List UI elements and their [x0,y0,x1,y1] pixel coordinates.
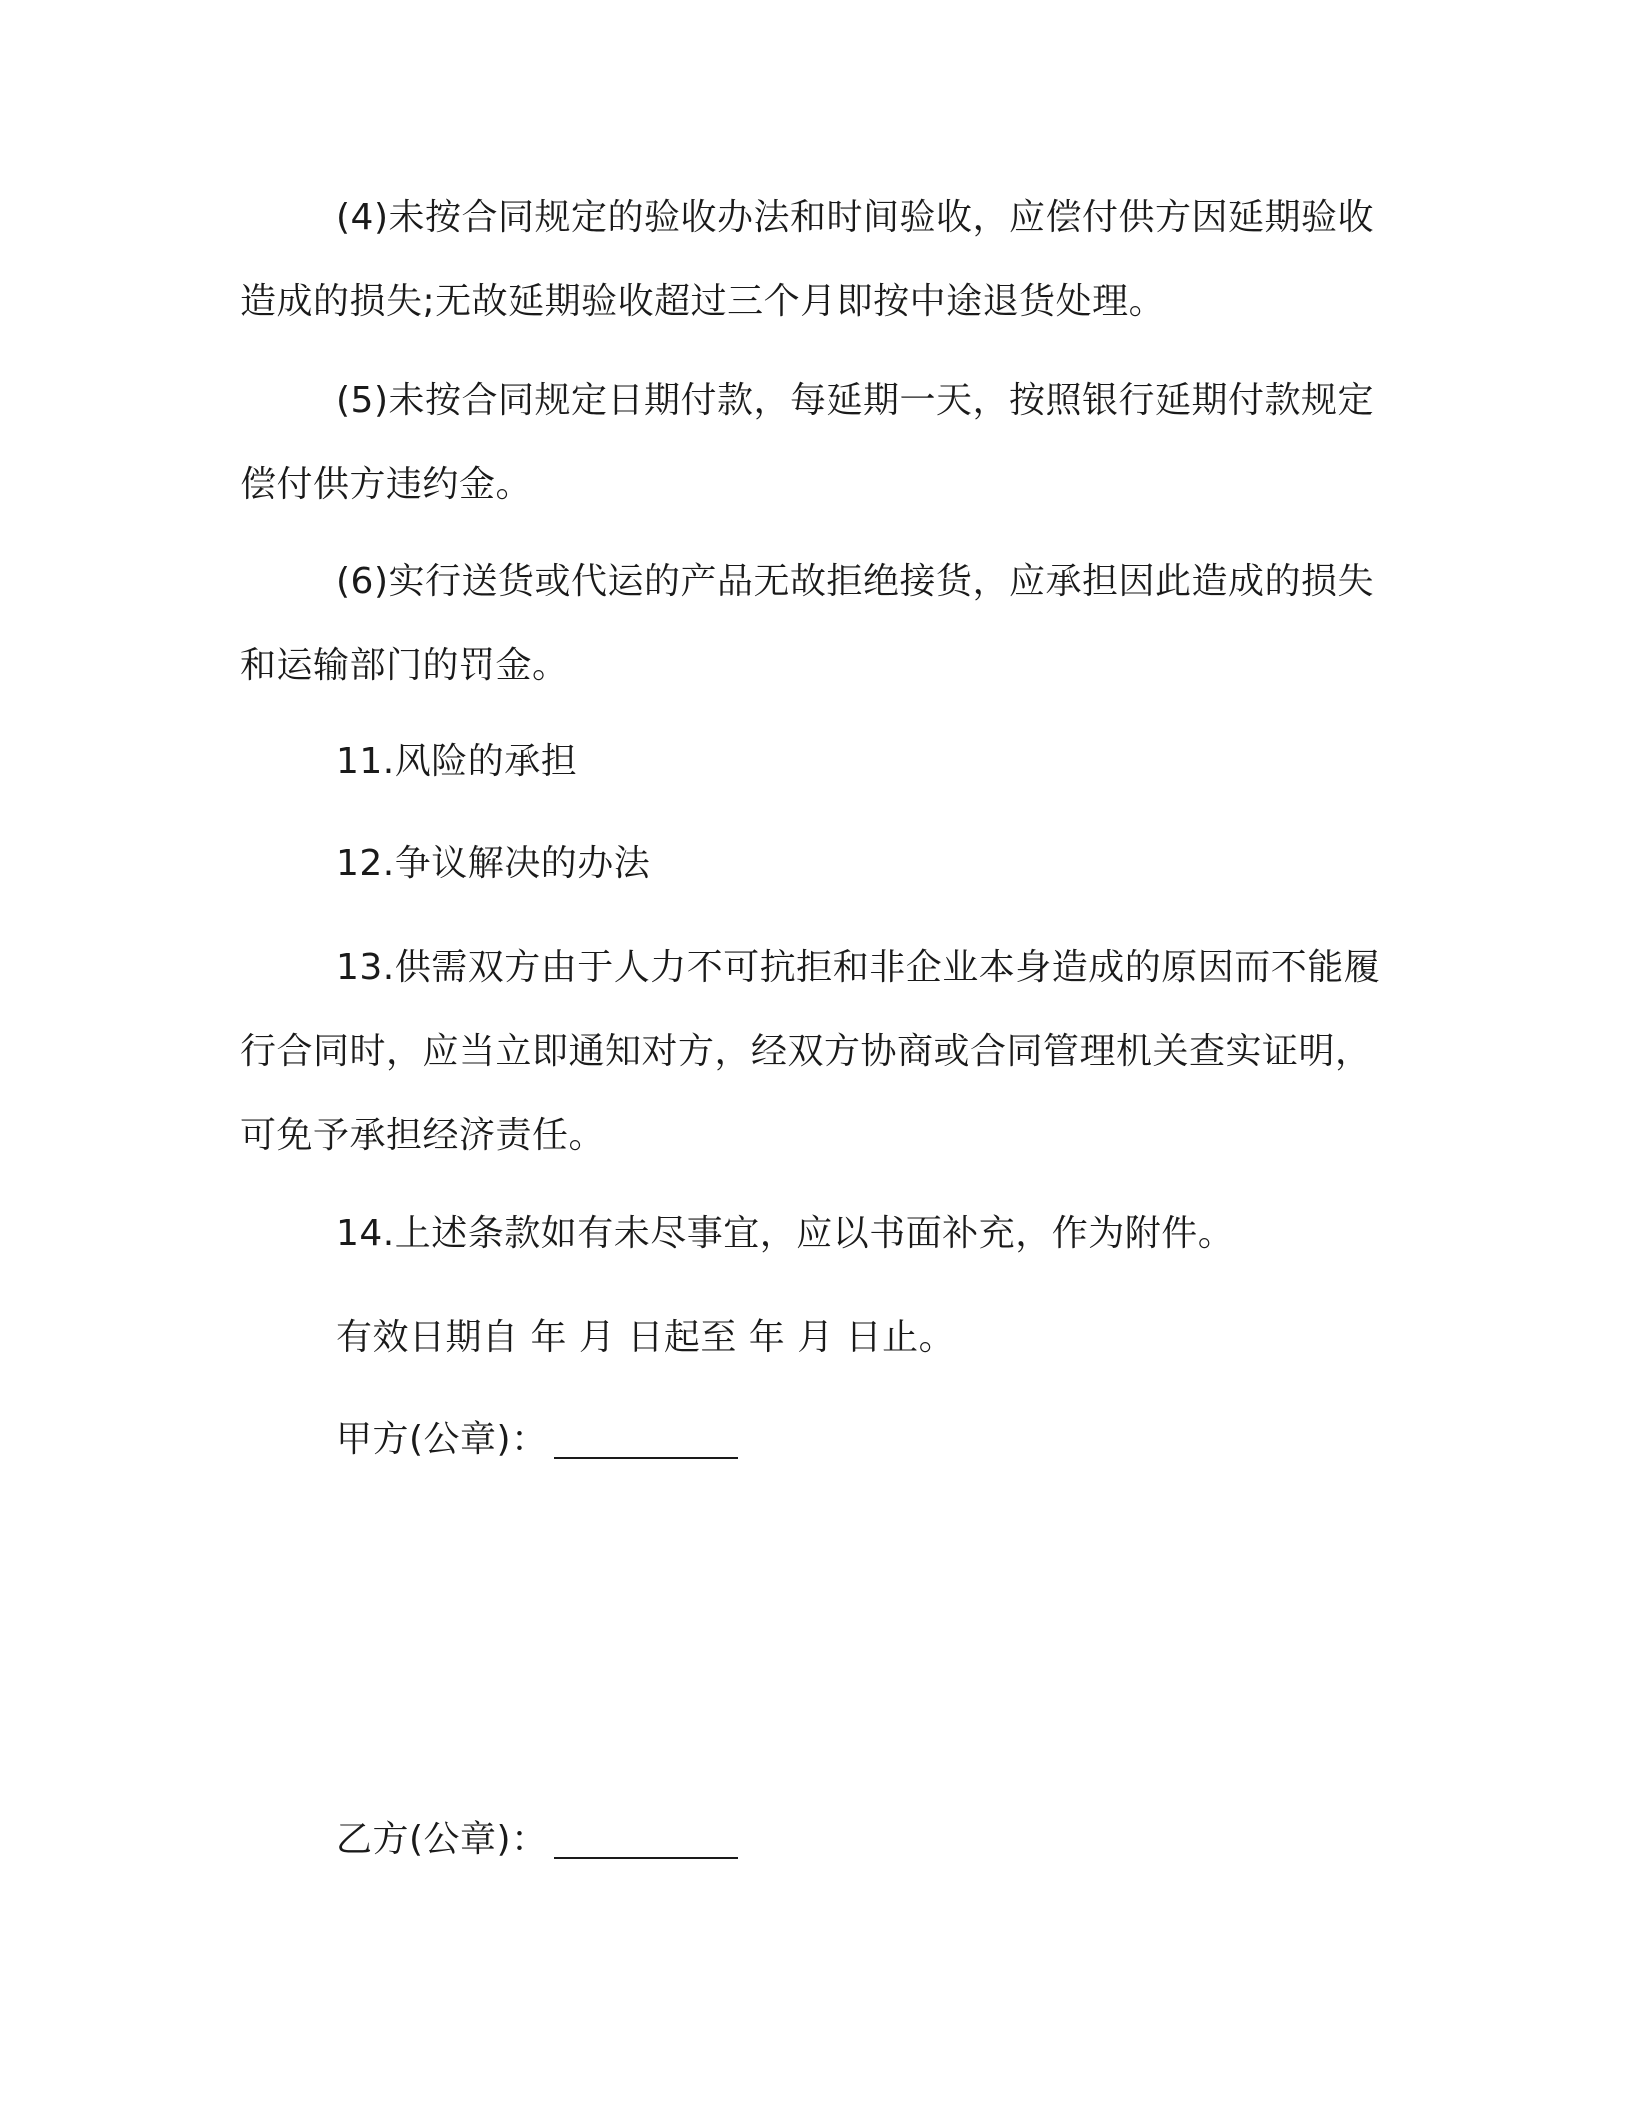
clause-13-paragraph: 13.供需双方由于人力不可抗拒和非企业本身造成的原因而不能履行合同时，应当立即通知对方，经双方协商或合同管理机关查实证明，可免予承担经济责任。 [240,947,1381,1156]
clause-4-paragraph: (4)未按合同规定的验收办法和时间验收，应偿付供方因延期验收造成的损失;无故延期验收超过三个月即按中途退货处理。 [240,197,1374,322]
party-a-label: 甲方(公章)： [336,1419,548,1460]
clause-5-paragraph: (5)未按合同规定日期付款，每延期一天，按照银行延期付款规定偿付供方违约金。 [240,380,1374,505]
clause-11-heading: 11.风险的承担 [336,741,578,782]
party-a-signature [336,1398,738,1482]
party-b-signature-blank [554,1821,738,1859]
clause-6-paragraph: (6)实行送货或代运的产品无故拒绝接货，应承担因此造成的损失和运输部门的罚金。 [240,561,1374,686]
party-b-label: 乙方(公章)： [336,1819,548,1860]
party-b-signature [336,1798,738,1882]
party-a-signature-blank [554,1421,738,1459]
clause-14-paragraph: 14.上述条款如有未尽事宜，应以书面补充，作为附件。 [336,1213,1235,1254]
clause-12-heading: 12.争议解决的办法 [336,843,651,884]
validity-period-paragraph: 有效日期自 年 月 日起至 年 月 日止。 [336,1317,956,1358]
